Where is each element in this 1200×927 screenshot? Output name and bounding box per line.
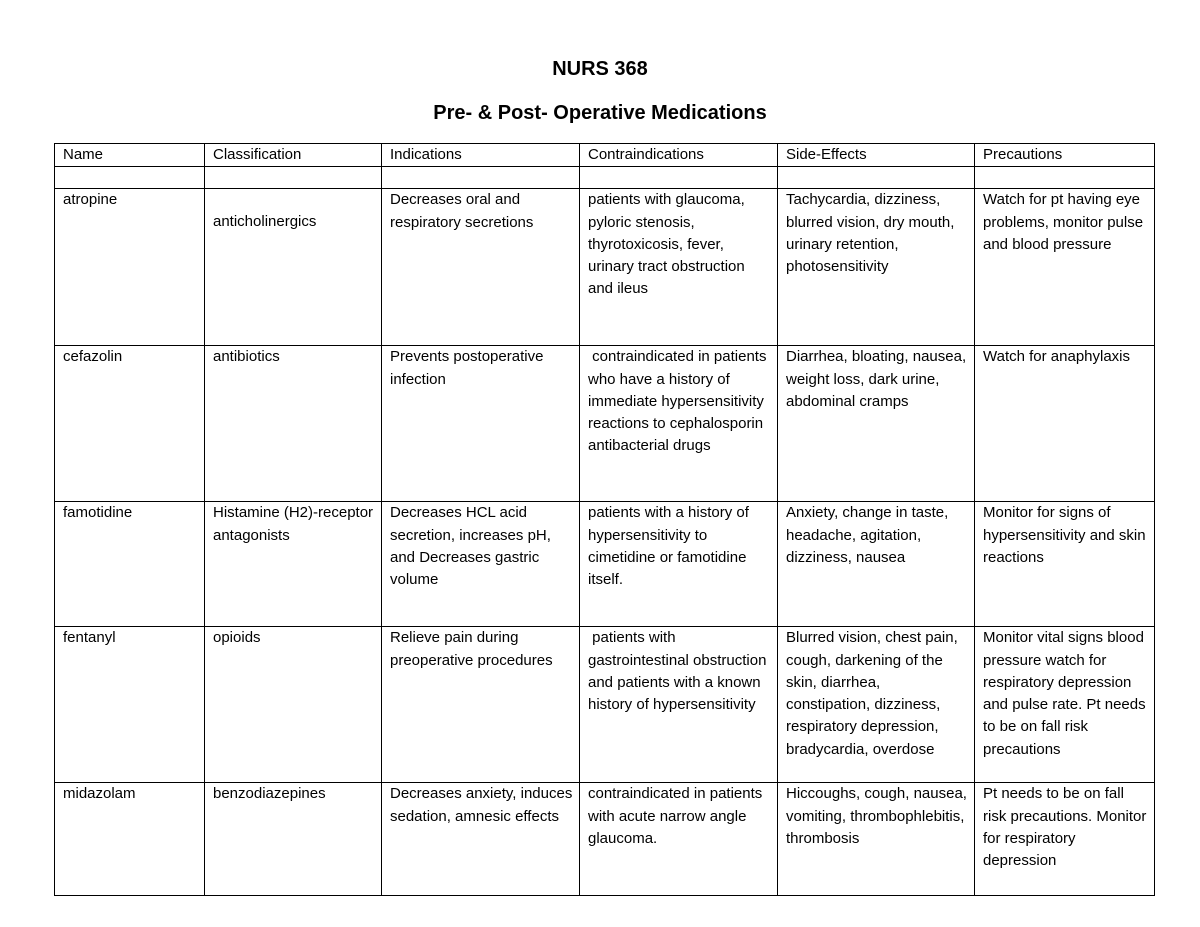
drug-name-cell: midazolam — [55, 783, 205, 896]
blank-cell — [975, 167, 1155, 189]
contraindications-cell: patients with gastrointestinal obstruction and patients with a known history of hypersensitivity — [580, 627, 778, 783]
contraindications-cell: contraindicated in patients with acute narrow angle glaucoma. — [580, 783, 778, 896]
side-effects-cell: Anxiety, change in taste, headache, agitation, dizziness, nausea — [778, 502, 975, 627]
table-row — [55, 502, 1155, 627]
precautions-cell: Pt needs to be on fall risk precautions. Monitor for respiratory depression — [975, 783, 1155, 896]
precautions-cell: Watch for anaphylaxis — [975, 346, 1155, 502]
blank-cell — [55, 167, 205, 189]
side-effects-cell: Tachycardia, dizziness, blurred vision, dry mouth, urinary retention, photosensitivity — [778, 189, 975, 346]
drug-name-cell: cefazolin — [55, 346, 205, 502]
header-precautions: Precautions — [975, 144, 1155, 167]
blank-cell — [382, 167, 580, 189]
precautions-cell: Watch for pt having eye problems, monitor pulse and blood pressure — [975, 189, 1155, 346]
precautions-cell: Monitor vital signs blood pressure watch for respiratory depression and pulse rate. Pt needs to be on fall risk precautions — [975, 627, 1155, 783]
blank-cell — [205, 167, 382, 189]
side-effects-cell: Blurred vision, chest pain, cough, darkening of the skin, diarrhea, constipation, dizziness, respiratory depression, bradycardia, overdose — [778, 627, 975, 783]
header-side-effects: Side-Effects — [778, 144, 975, 167]
blank-cell — [580, 167, 778, 189]
document-subtitle: Pre- & Post- Operative Medications — [433, 102, 767, 124]
classification-cell: anticholinergics — [205, 189, 382, 346]
header-row — [55, 144, 1155, 167]
contraindications-cell: patients with glaucoma, pyloric stenosis, thyrotoxicosis, fever, urinary tract obstruction and ileus — [580, 189, 778, 346]
header-classification: Classification — [205, 144, 382, 167]
indications-cell: Decreases anxiety, induces sedation, amnesic effects — [382, 783, 580, 896]
medications-table — [54, 143, 1155, 896]
table-row — [55, 783, 1155, 896]
classification-cell: benzodiazepines — [205, 783, 382, 896]
table-row — [55, 346, 1155, 502]
header-indications: Indications — [382, 144, 580, 167]
indications-cell: Decreases oral and respiratory secretions — [382, 189, 580, 346]
indications-cell: Relieve pain during preoperative procedures — [382, 627, 580, 783]
indications-cell: Prevents postoperative infection — [382, 346, 580, 502]
classification-cell: Histamine (H2)-receptor antagonists — [205, 502, 382, 627]
table-row — [55, 189, 1155, 346]
header-name: Name — [55, 144, 205, 167]
contraindications-cell: patients with a history of hypersensitivity to cimetidine or famotidine itself. — [580, 502, 778, 627]
blank-cell — [778, 167, 975, 189]
side-effects-cell: Hiccoughs, cough, nausea, vomiting, thrombophlebitis, thrombosis — [778, 783, 975, 896]
course-title: NURS 368 — [552, 58, 648, 80]
blank-row — [55, 167, 1155, 189]
classification-cell: opioids — [205, 627, 382, 783]
contraindications-cell: contraindicated in patients who have a history of immediate hypersensitivity reactions to cephalosporin antibacterial drugs — [580, 346, 778, 502]
header-contraindications: Contraindications — [580, 144, 778, 167]
classification-cell: antibiotics — [205, 346, 382, 502]
drug-name-cell: atropine — [55, 189, 205, 346]
precautions-cell: Monitor for signs of hypersensitivity and skin reactions — [975, 502, 1155, 627]
side-effects-cell: Diarrhea, bloating, nausea, weight loss, dark urine, abdominal cramps — [778, 346, 975, 502]
table-row — [55, 627, 1155, 783]
drug-name-cell: fentanyl — [55, 627, 205, 783]
drug-name-cell: famotidine — [55, 502, 205, 627]
indications-cell: Decreases HCL acid secretion, increases pH, and Decreases gastric volume — [382, 502, 580, 627]
